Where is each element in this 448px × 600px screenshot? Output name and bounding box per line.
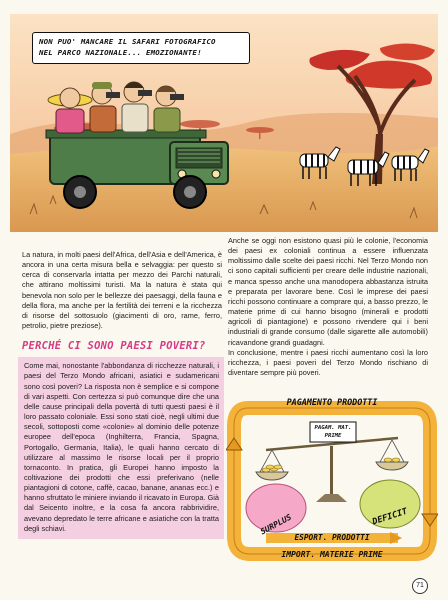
right-paragraph-1: Anche se oggi non esistono quasi più le colonie, l'economia dei paesi ex coloniali continua a essere influenzata moltissimo dalle scelte dei paesi ricchi. Nel Terzo Mondo non ci sono capitali sufficienti per creare delle industrie nazionali, e manca spesso anche una manodopera abbastanza istruita e preparata per lavorare bene. Così le imprese dei paesi ricchi possono continuare a comprare qui, a basso prezzo, le materie prime di cui hanno bisogno (minerali e prodotti agricoli di piantagione) e possono rivendere qui i beni industriali di grande consumo (dalle sigarette alle automobili) ricavandone grandi guadagni. [228,236,428,347]
page-number: 71 [412,578,428,594]
import-label: IMPORT. MATERIE PRIME [281,550,383,559]
deficit-label: DEFICIT [371,506,409,528]
section-heading: PERCHÉ CI SONO PAESI POVERI? [22,340,206,353]
sign-label [310,424,356,440]
payment-label: PAGAMENTO PRODOTTI [286,397,378,407]
caption-line-1: NON PUO' MANCARE IL SAFARI FOTOGRAFICO [39,37,216,46]
left-column [22,250,222,539]
export-label: ESPORT. PRODOTTI [294,533,370,542]
box-paragraph: Come mai, nonostante l'abbondanza di ricchezze naturali, i paesi del Terzo Mondo africani, asiatici e sudamericani sono così poveri? La risposta non è semplice e si compone di vari aspetti. Con certezza si può comunque dire che una delle cause principali della povertà di tutti questi paesi è il loro passato coloniale. Essi sono stati cioè, negli ultimi due secoli, sottoposti come «colonie» al dominio delle potenze europee dell'epoca (Inghilterra, Francia, Spagna, Portogallo, Germania, Italia), le quali hanno cercato di utilizzare al massimo le risorse locali per il proprio tornaconto. In pratica, gli Europei hanno imposto la coltivazione dei prodotti che essi preferivano (nelle piantagioni di cotone, caffè, cacao, banane, ananas ecc.) e hanno sfruttato le miniere inviando il ricavato in Europa. Già dal Seicento inoltre, e la cosa fa ancora rabbrividire, avevano depredato le terre africane e asiatiche con la tratta degli schiavi. [24,361,219,533]
right-column [228,236,428,378]
trade-balance-diagram [226,386,438,578]
safari-illustration [10,14,438,232]
surplus-label: SURPLUS [259,512,293,537]
sign-line-2: PRIME [324,433,342,439]
sign-line-1: PAGAM. MAT. [314,425,352,431]
highlight-box [18,357,224,539]
speech-caption [32,32,250,64]
right-paragraph-2: In conclusione, mentre i paesi ricchi aumentano così la loro ricchezza, i paesi poveri del Terzo Mondo rischiano di diventare sempre più poveri. [228,347,428,378]
intro-paragraph: La natura, in molti paesi dell'Africa, dell'Asia e dell'America, è ancora in una certa misura bella e selvaggia: per questo si cerca di conservarla intatta per mezzo dei Parchi naturali, che attirano moltissimi turisti. Ma la natura è stata qui benevola non solo per le bellezze dei paesaggi, della fauna e della flora, ma anche per la fertilità dei terreni e la ricchezza di risorse del sottosuolo (giacimenti di oro, rame, ferro, petrolio, pietre preziose). [22,250,222,331]
caption-line-2: NEL PARCO NAZIONALE... EMOZIONANTE! [39,48,202,57]
